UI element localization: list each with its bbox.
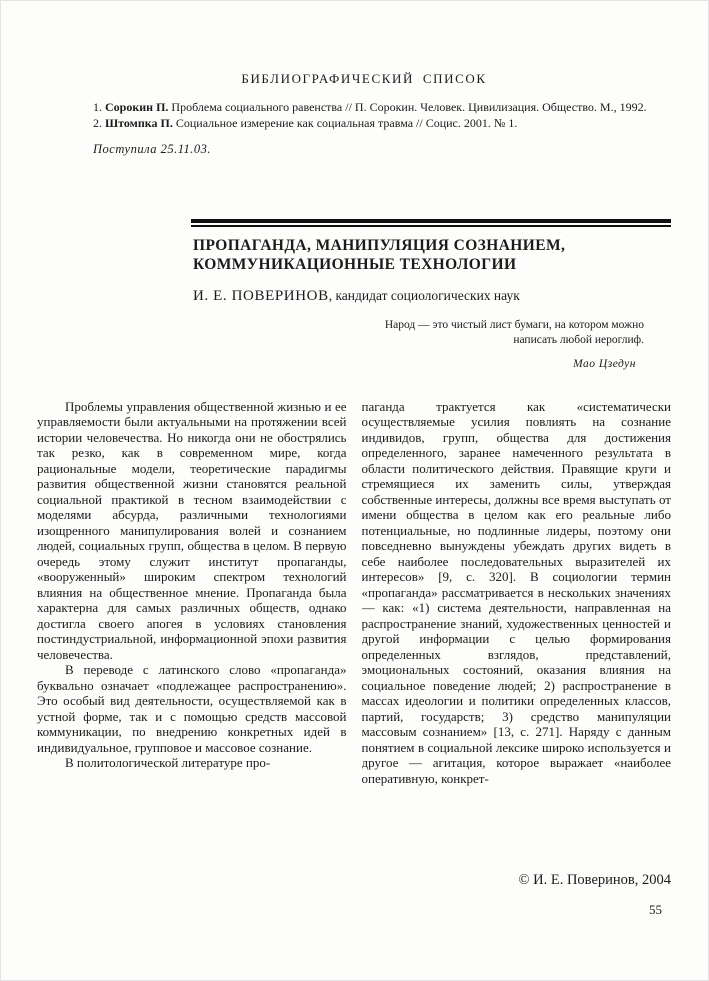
body-right-column	[362, 399, 672, 865]
reference-item	[73, 100, 655, 116]
article-title-line: ПРОПАГАНДА, МАНИПУЛЯЦИЯ СОЗНАНИЕМ,	[193, 237, 566, 254]
body-left-column	[37, 399, 347, 865]
paragraph: В политологической литературе про-	[65, 755, 271, 770]
article-title	[193, 236, 671, 274]
header-rule-thin	[191, 225, 671, 227]
epigraph-attribution: Мао Цзедун	[573, 358, 636, 370]
reference-text: Социальное измерение как социальная травма // Социс. 2001. № 1.	[175, 115, 518, 130]
page-number: 55	[649, 901, 662, 917]
epigraph-text: Народ — это чистый лист бумаги, на котором можно написать любой иероглиф.	[384, 319, 644, 346]
reference-author: Штомпка П.	[105, 115, 173, 130]
paragraph: Проблемы управления общественной жизнью и ее управляемости были актуальными на протяжении всей истории человечества. Но никогда они не обострялись так резко, как в современном мире, когда рациональные модели, теоретические парадигмы развития общественной жизни становятся реальной социальной практикой в тесном взаимодействии с моделями абсурда, различными технологиями изощренного манипулирования волей и сознанием людей, социальных групп, общества в целом. В первую очередь этому служит институт пропаганды, «вооруженный» широким спектром технологий влияния на общественное мнение. Пропаганда была характерна для самых различных обществ, однако достигла своего апогея в условиях становления постиндустриальной, информационной эпохи развития человечества.	[37, 398, 347, 662]
paragraph: паганда трактуется как «систематически осуществляемые усилия повлиять на сознание индивидов, групп, общества для достижения определенного, заранее намеченного результата в области политического действия. Правящие круги и стремящиеся их заменить силы, утверждая собственные интересы, должны все время выступать от имени общества в целом как его реальные либо потенциальные, но подлинные лидеры, поэтому они повседневно вынуждены убеждать других видеть в себе наиболее последовательных выразителей их интересов» [9, с. 320]. В социологии термин «пропаганда» рассматривается в нескольких значениях — как: «1) система деятельности, направленная на распространение знаний, художественных ценностей и другой информации с целью формирования определенных взглядов, представлений, эмоциональных состояний, оказания влияния на социальное поведение людей; 2) распространение в массах идеологии и политики определенных классов, партий, государств; 3) средство манипуляции массовым сознанием» [13, с. 271]. Наряду с данным понятием в социальной лексике широко используется и другое — агитация, которое выражает «наиболее оперативную, конкрет-	[361, 398, 671, 786]
reference-number: 2.	[93, 115, 102, 130]
reference-author: Сорокин П.	[105, 100, 169, 114]
reference-item	[73, 116, 655, 132]
author-name: И. Е. ПОВЕРИНОВ	[193, 288, 329, 304]
header-rule-thick	[191, 219, 671, 223]
bibliography-section	[73, 1, 655, 157]
copyright-note: © И. Е. Поверинов, 2004	[518, 871, 671, 888]
paragraph: В переводе с латинского слово «пропаганда» буквально означает «подлежащее распространению». Это особый вид деятельности, осуществляемой как в устной форме, так и с помощью средств массовой коммуникации, по внедрению конкретных идей в индивидуальное, групповое и массовое сознание.	[37, 662, 347, 755]
reference-number: 1.	[93, 100, 102, 114]
bibliography-heading: БИБЛИОГРАФИЧЕСКИЙ СПИСОК	[241, 71, 487, 86]
article-header	[191, 219, 671, 372]
author-degree: , кандидат социологических наук	[328, 288, 520, 303]
received-note: Поступила 25.11.03.	[93, 142, 212, 156]
epigraph	[352, 318, 644, 372]
article-title-line: КОММУНИКАЦИОННЫЕ ТЕХНОЛОГИИ	[193, 256, 517, 273]
article-body	[37, 399, 671, 865]
reference-list	[73, 100, 655, 131]
author-line	[193, 288, 671, 305]
reference-text: Проблема социального равенства // П. Сорокин. Человек. Цивилизация. Общество. М., 1992.	[171, 100, 647, 114]
